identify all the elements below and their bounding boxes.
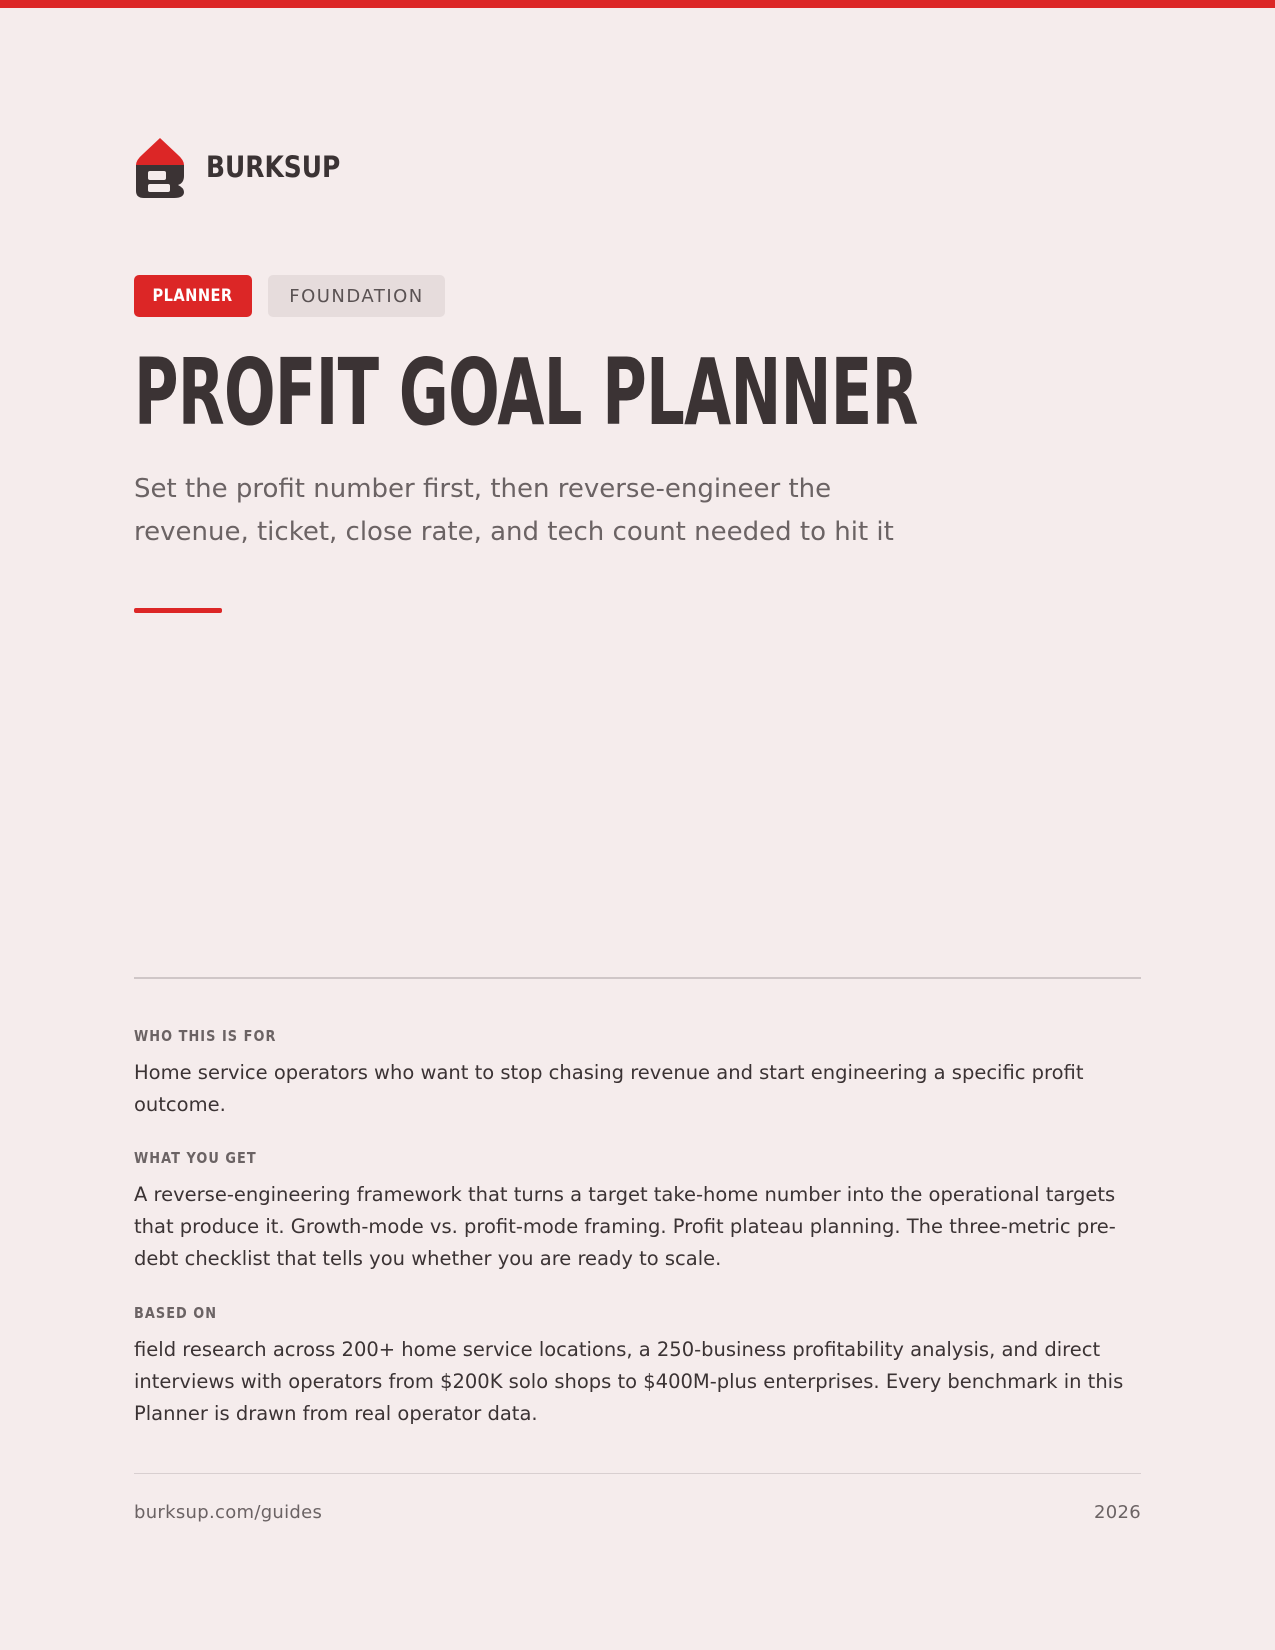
footer-year: 2026 <box>1093 1502 1141 1523</box>
planner-tag-label: PLANNER <box>152 286 234 306</box>
section-divider <box>134 977 1141 979</box>
section-label: WHAT YOU GET <box>134 1149 257 1167</box>
section-label: BASED ON <box>134 1304 218 1322</box>
based-on-section <box>134 1302 1144 1430</box>
what-you-get-section <box>134 1147 1144 1275</box>
who-this-is-for-section <box>134 1025 1144 1121</box>
section-text: Home service operators who want to stop chasing revenue and start engineering a specific profit outcome. <box>134 1061 1084 1116</box>
section-label: WHO THIS IS FOR <box>134 1027 277 1045</box>
accent-rule <box>134 608 222 613</box>
top-accent-bar <box>0 0 1275 8</box>
burksup-b-logo-icon <box>134 136 186 198</box>
footer-divider <box>134 1473 1141 1474</box>
section-text: A reverse-engineering framework that turns a target take-home number into the operational targets that produce it. Growth-mode vs. profit-mode framing. Profit plateau planning. The three-metric pre-debt checklist that tells you whether you are ready to scale. <box>134 1183 1116 1270</box>
foundation-tag-label: FOUNDATION <box>289 285 424 307</box>
tag-group <box>134 275 445 317</box>
foundation-tag <box>268 275 445 317</box>
section-text: field research across 200+ home service locations, a 250-business profitability analysis, and direct interviews with operators from $200K solo shops to $400M-plus enterprises. Every benchmark in this Planner is drawn from real operator data. <box>134 1338 1124 1425</box>
brand-logo[interactable] <box>134 136 362 198</box>
page-title: PROFIT GOAL PLANNER <box>134 339 918 446</box>
brand-name: BURKSUP <box>206 150 341 184</box>
planner-tag <box>134 275 252 317</box>
footer-link[interactable]: burksup.com/guides <box>134 1502 323 1523</box>
page-subtitle: Set the profit number first, then reverse-engineer the revenue, ticket, close rate, and tech count needed to hit it <box>134 474 894 547</box>
